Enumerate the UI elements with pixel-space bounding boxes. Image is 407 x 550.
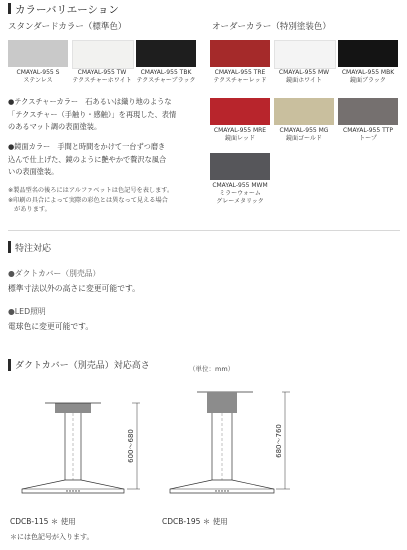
swatch-code: CMAYAL-955 S	[16, 69, 60, 76]
swatch-code: CMAYAL-955 MWM	[212, 182, 268, 189]
swatch-caption	[133, 69, 199, 85]
swatch-code: CMAYAL-955 MBK	[341, 69, 395, 76]
texture-line-3: のあるマット調の表面塗装。	[8, 122, 102, 131]
hood-model-1: CDCB-115 ＊ 使用	[10, 517, 76, 526]
color-swatch	[72, 40, 134, 69]
color-swatch	[210, 98, 270, 125]
hood-diagram-1	[22, 403, 140, 493]
swatch-code: CMAYAL-955 TTP	[343, 127, 393, 134]
hood-indicator-dot	[227, 490, 228, 491]
swatch-color-name: 鏡面ブラック	[350, 77, 386, 84]
hood-model-2: CDCB-195 ＊ 使用	[162, 517, 228, 526]
color-swatch	[210, 40, 270, 67]
hood-indicator-dot	[78, 490, 79, 491]
section-marker	[8, 359, 11, 371]
swatch-color-name: トープ	[359, 135, 377, 142]
hood-indicator-dot	[218, 490, 219, 491]
notes	[8, 186, 208, 215]
mirror-line-3: いの表面塗装。	[8, 167, 59, 176]
swatch-caption	[271, 127, 337, 143]
unit-label: （単位：mm）	[189, 365, 235, 373]
color-swatch	[210, 153, 270, 180]
note-line-2: ※印刷の具合によって実際の彩色とは異なって見える場合	[8, 196, 168, 204]
swatch-caption	[335, 69, 401, 85]
swatch-color-name: テクスチャーブラック	[136, 77, 196, 84]
duct-cover-shading	[207, 392, 237, 413]
hood-indicator-dot	[221, 490, 222, 491]
page-title: カラーバリエーション	[15, 4, 119, 16]
note-line-1: ※製品型名の後ろにはアルファベットは色記号を表します。	[8, 187, 174, 194]
swatch-color-name: 鏡面レッド	[225, 135, 255, 142]
swatch-color-name: テクスチャーレッド	[213, 77, 267, 84]
divider	[8, 230, 400, 231]
led-heading: ●LED照明	[8, 307, 46, 316]
standard-color-title: スタンダードカラー（標準色）	[8, 22, 127, 32]
swatch-code: CMAYAL-955 TW	[77, 69, 127, 76]
swatch-color-name: ステンレス	[23, 77, 53, 84]
texture-line-2: 「テクスチャー（手触り・感触）」を再現した、表情	[8, 109, 177, 119]
swatch-color-name: 鏡面ゴールド	[286, 135, 322, 142]
hood-indicator-dot	[69, 490, 70, 491]
hood-indicator-dot	[72, 490, 73, 491]
swatch-caption	[69, 69, 135, 85]
hood-indicator-dot	[66, 490, 67, 491]
duct-heading: ●ダクトカバー（別売品）	[8, 269, 101, 278]
color-swatch	[136, 40, 196, 67]
dimension-label: 600～680	[127, 429, 135, 463]
hood-diagram-2	[170, 392, 290, 493]
swatch-code: CMAYAL-955 MRE	[213, 127, 267, 134]
swatch-code: CMAYAL-955 MG	[279, 127, 329, 134]
color-swatch	[274, 98, 334, 125]
swatch-caption	[207, 182, 273, 206]
swatch-code: CMAYAL-955 MW	[278, 69, 330, 76]
duct-text: 標準寸法以外の高さに変更可能です。	[8, 284, 140, 293]
swatch-caption	[335, 127, 401, 143]
led-text: 電球色に変更可能です。	[8, 322, 94, 331]
texture-line-1: ●テクスチャーカラー 石あるいは織り地のような	[8, 97, 172, 106]
swatch-caption	[5, 69, 71, 85]
dimension-label: 680～760	[275, 424, 283, 458]
swatch-caption	[207, 127, 273, 143]
swatch-code: CMAYAL-955 TBK	[140, 69, 192, 76]
hood-diagrams	[0, 385, 407, 505]
hood-indicator-dot	[215, 490, 216, 491]
swatch-color-name: 鏡面ホワイト	[286, 77, 322, 84]
hood-indicator-dot	[75, 490, 76, 491]
order-color-title: オーダーカラー（特別塗装色）	[212, 22, 331, 32]
swatch-color-name: テクスチャーホワイト	[72, 77, 132, 84]
special-title: 特注対応	[15, 244, 52, 254]
texture-color-description	[8, 96, 208, 134]
duct-cover-shading	[55, 403, 91, 413]
color-swatch	[338, 98, 398, 125]
color-swatch	[274, 40, 336, 69]
section-marker	[8, 241, 11, 253]
note-line-3: があります。	[8, 206, 51, 213]
color-swatch	[338, 40, 398, 67]
mirror-color-description	[8, 141, 208, 179]
section-marker	[8, 3, 11, 14]
color-code-footnote: ＊には色記号が入ります。	[10, 533, 94, 541]
duct-height-title: ダクトカバー（別売品）対応高さ	[15, 361, 150, 371]
swatch-color-name: ミラーウォーム グレーメタリック	[216, 190, 264, 205]
mirror-line-1: ●鏡面カラー 手間と時間をかけて一台ずつ磨き	[8, 142, 166, 151]
mirror-line-2: 込んで仕上げた、鏡のように艶やかで贅沢な風合	[8, 154, 167, 164]
color-swatch	[8, 40, 68, 67]
swatch-caption	[271, 69, 337, 85]
swatch-code: CMAYAL-955 TRE	[214, 69, 266, 76]
swatch-caption	[207, 69, 273, 85]
hood-indicator-dot	[224, 490, 225, 491]
